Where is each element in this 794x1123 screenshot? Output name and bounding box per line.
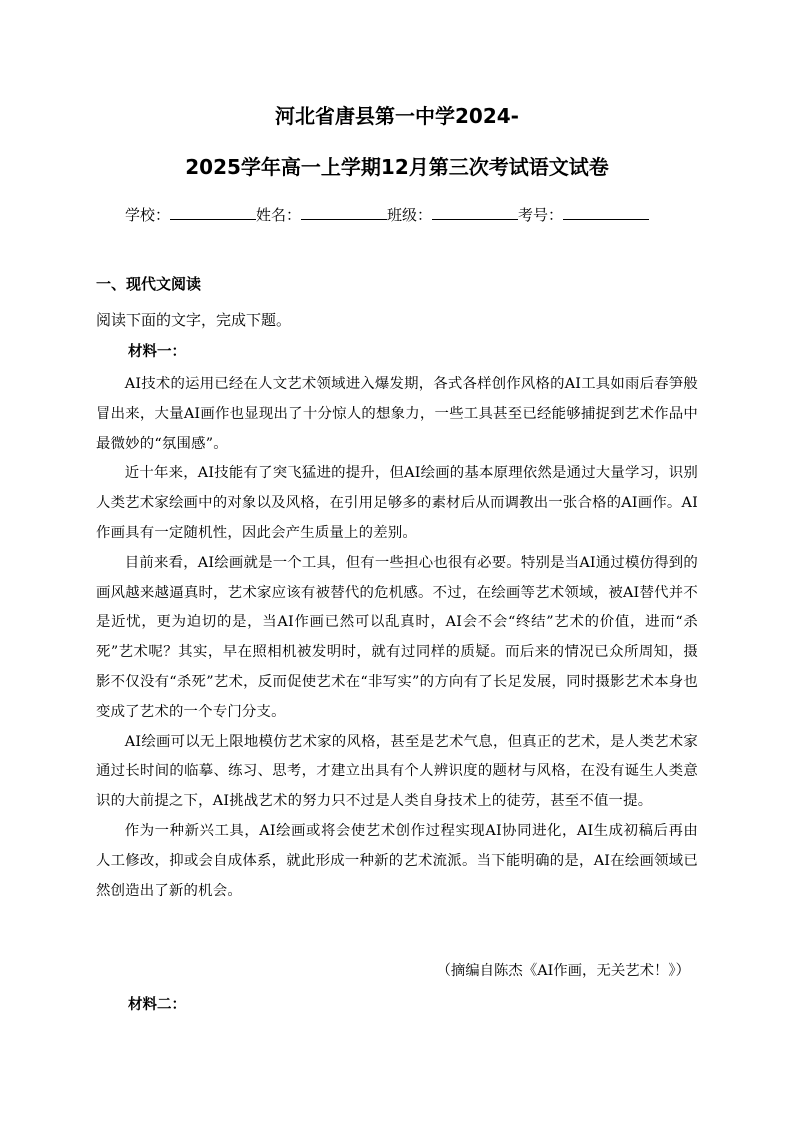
- exam-number-field: [518, 203, 649, 227]
- paragraph: 近十年来，AI技能有了突飞猛进的提升，但AI绘画的基本原理依然是通过大量学习，识别人类艺术家绘画中的对象以及风格，在引用足够多的素材后从而调教出一张合格的AI画作。AI作画具有一定随机性，因此会产生质量上的差别。: [96, 465, 698, 541]
- exam-title-line1: 河北省唐县第一中学2024-: [275, 104, 519, 128]
- exam-title-line2: 2025学年高一上学期12月第三次考试语文试卷: [185, 155, 609, 179]
- class-field: [387, 203, 518, 227]
- class-blank[interactable]: [432, 205, 518, 220]
- name-field: [256, 203, 387, 227]
- paragraph: AI技术的运用已经在人文艺术领域进入爆发期，各式各样创作风格的AI工具如雨后春笋般冒出来，大量AI画作也显现出了十分惊人的想象力，一些工具甚至已经能够捕捉到艺术作品中最微妙的“氛围感”。: [96, 376, 698, 452]
- paragraph: 作为一种新兴工具，AI绘画或将会使艺术创作过程实现AI协同进化，AI生成初稿后再由人工修改，抑或会自成体系，就此形成一种新的艺术流派。当下能明确的是，AI在绘画领域已然创造出了新的机会。: [96, 822, 698, 899]
- material1-label: 材料一：: [128, 344, 186, 360]
- section-instruction: 阅读下面的文字，完成下题。: [96, 311, 292, 329]
- paragraph: AI绘画可以无上限地模仿艺术家的风格，甚至是艺术气息，但真正的艺术，是人类艺术家通过长时间的临摹、练习、思考，才建立出具有个人辨识度的题材与风格，在没有诞生人类意识的大前提之下，AI挑战艺术的努力只不过是人类自身技术上的徒劳，甚至不值一提。: [96, 733, 698, 810]
- name-blank[interactable]: [301, 205, 387, 220]
- exam-number-label: 考号：: [518, 206, 564, 224]
- paragraph: 目前来看，AI绘画就是一个工具，但有一些担心也很有必要。特别是当AI通过模仿得到的画风越来越逼真时，艺术家应该有被替代的危机感。不过，在绘画等艺术领域，被AI替代并不是近忧，更为迫切的是，当AI作画已然可以乱真时，AI会不会“终结”艺术的价值，进而“杀死”艺术呢？其实，早在照相机被发明时，就有过同样的质疑。而后来的情况已众所周知，摄影不仅没有“杀死”艺术，反而促使艺术在“非写实”的方向有了长足发展，同时摄影艺术本身也变成了艺术的一个专门分支。: [96, 554, 698, 720]
- section-heading: 一、现代文阅读: [96, 275, 202, 293]
- school-label: 学校：: [125, 206, 171, 224]
- material1-body: [96, 370, 698, 906]
- school-blank[interactable]: [170, 205, 256, 220]
- student-info-row: [125, 203, 685, 227]
- name-label: 姓名：: [256, 206, 302, 224]
- material2-label: 材料二：: [128, 997, 186, 1013]
- exam-number-blank[interactable]: [563, 205, 649, 220]
- school-field: [125, 203, 256, 227]
- material1-source: （摘编自陈杰《AI作画，无关艺术！》）: [436, 963, 690, 979]
- class-label: 班级：: [387, 206, 433, 224]
